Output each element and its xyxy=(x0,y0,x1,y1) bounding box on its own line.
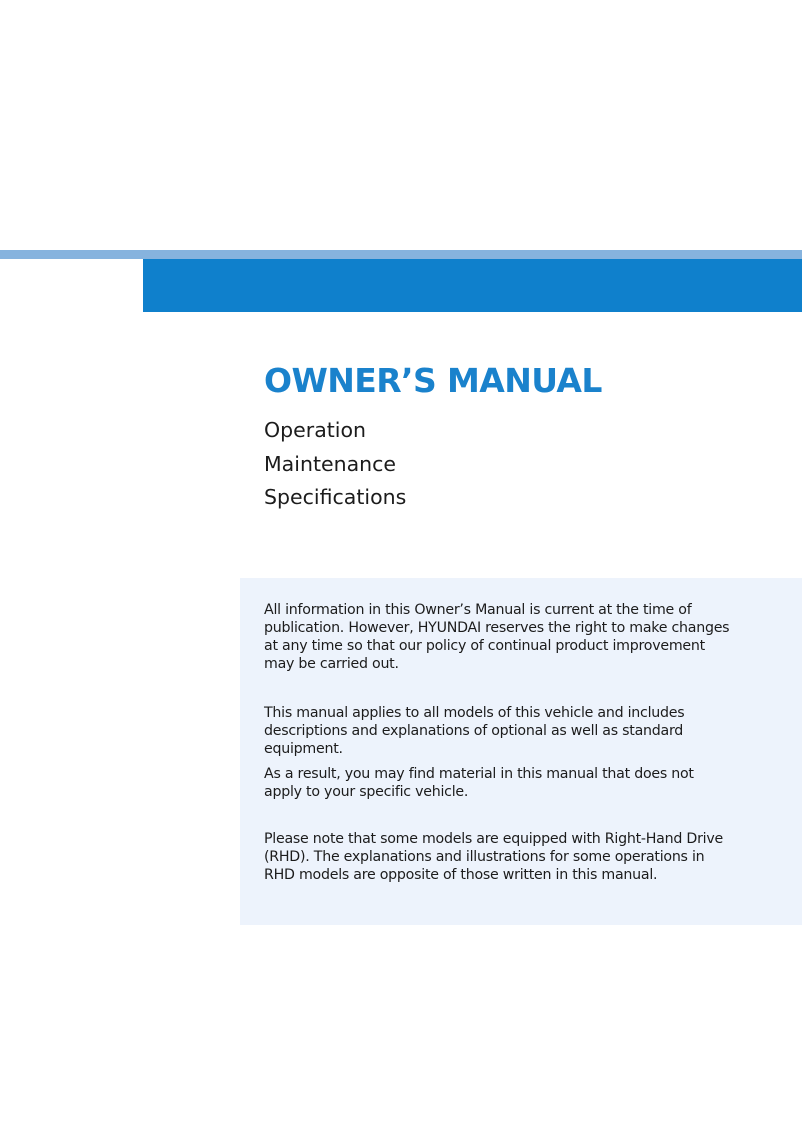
section-maintenance: Maintenance xyxy=(264,451,397,476)
notice-paragraph-applicability: This manual applies to all models of this vehicle and includes descriptions and explanations of optional as well as standard equipment. xyxy=(264,705,685,757)
manual-sections-list xyxy=(264,414,406,515)
manual-title: OWNER’S MANUAL xyxy=(264,361,602,400)
notice-paragraph-information: All information in this Owner’s Manual is current at the time of publication. However, HYUNDAI reserves the right to make changes at any time so that our policy of continual product improvement may be carried out. xyxy=(264,602,730,672)
header-light-stripe xyxy=(0,250,802,259)
section-operation: Operation xyxy=(264,418,367,442)
notice-paragraph-rhd: Please note that some models are equipped with Right-Hand Drive (RHD). The explanations and illustrations for some operations in RHD models are opposite of those written in this manual. xyxy=(264,831,723,883)
header-blue-band xyxy=(143,259,802,312)
section-specifications: Specifications xyxy=(264,485,407,509)
notice-paragraph-result: As a result, you may find material in this manual that does not apply to your specific vehicle. xyxy=(264,766,694,800)
